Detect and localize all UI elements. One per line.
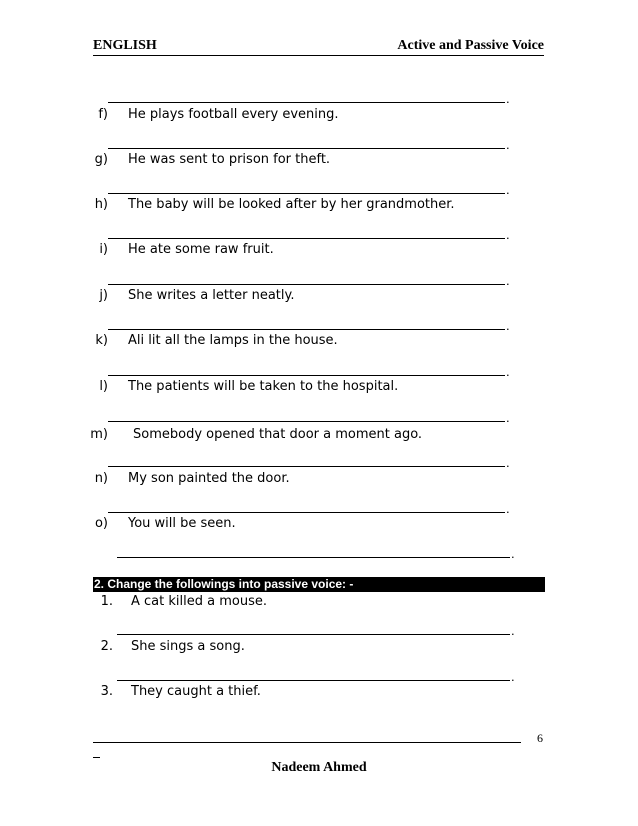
item-label: o)	[94, 516, 108, 531]
answer-line[interactable]	[108, 148, 505, 149]
answer-line-period: .	[511, 669, 515, 684]
answer-line-period: .	[506, 455, 510, 470]
answer-line[interactable]	[108, 329, 505, 330]
answer-line-period: .	[506, 410, 510, 425]
item-label: j)	[99, 288, 108, 303]
item-label: f)	[98, 107, 108, 122]
item-label: 3.	[100, 684, 113, 699]
answer-line[interactable]	[108, 512, 505, 513]
item-sentence: He ate some raw fruit.	[128, 242, 274, 257]
answer-line[interactable]	[108, 421, 505, 422]
answer-line[interactable]	[108, 375, 505, 376]
answer-line-period: .	[511, 546, 515, 561]
answer-line[interactable]	[108, 284, 505, 285]
answer-line[interactable]	[108, 238, 505, 239]
subject-title: ENGLISH	[93, 38, 157, 53]
item-sentence: She sings a song.	[131, 639, 245, 654]
page-header	[93, 38, 544, 58]
answer-line-period: .	[506, 501, 510, 516]
item-label: m)	[90, 427, 108, 442]
answer-line[interactable]	[117, 634, 510, 635]
answer-line-period: .	[506, 227, 510, 242]
item-label: i)	[99, 242, 108, 257]
section-heading: 2. Change the followings into passive voice: -	[93, 577, 545, 592]
answer-line-period: .	[506, 364, 510, 379]
item-sentence: They caught a thief.	[131, 684, 261, 699]
answer-line-period: .	[506, 273, 510, 288]
item-sentence: You will be seen.	[128, 516, 236, 531]
item-sentence: He was sent to prison for theft.	[128, 152, 331, 167]
item-sentence: The baby will be looked after by her grandmother.	[128, 197, 455, 212]
item-sentence: Ali lit all the lamps in the house.	[128, 333, 338, 348]
item-label: 2.	[100, 639, 113, 654]
answer-line-period: .	[511, 623, 515, 638]
item-label: k)	[95, 333, 108, 348]
footer-rule	[93, 742, 521, 743]
topic-title: Active and Passive Voice	[397, 38, 544, 53]
answer-line[interactable]	[108, 102, 505, 103]
answer-line[interactable]	[117, 680, 510, 681]
author-name: Nadeem Ahmed	[271, 760, 367, 775]
answer-line-period: .	[506, 137, 510, 152]
answer-line-period: .	[506, 182, 510, 197]
item-sentence: A cat killed a mouse.	[131, 594, 267, 609]
answer-line[interactable]	[108, 466, 505, 467]
item-sentence: She writes a letter neatly.	[128, 288, 295, 303]
header-rule	[93, 55, 544, 56]
item-label: g)	[94, 152, 108, 167]
answer-line[interactable]	[117, 557, 510, 558]
answer-line-period: .	[506, 91, 510, 106]
item-label: l)	[99, 379, 108, 394]
item-sentence: Somebody opened that door a moment ago.	[133, 427, 423, 442]
item-label: n)	[94, 471, 108, 486]
footer-dash	[93, 757, 100, 758]
item-label: h)	[94, 197, 108, 212]
item-sentence: My son painted the door.	[128, 471, 290, 486]
item-sentence: The patients will be taken to the hospital.	[128, 379, 399, 394]
page-number: 6	[537, 731, 543, 745]
item-label: 1.	[100, 594, 113, 609]
answer-line-period: .	[506, 318, 510, 333]
item-sentence: He plays football every evening.	[128, 107, 339, 122]
answer-line[interactable]	[108, 193, 505, 194]
